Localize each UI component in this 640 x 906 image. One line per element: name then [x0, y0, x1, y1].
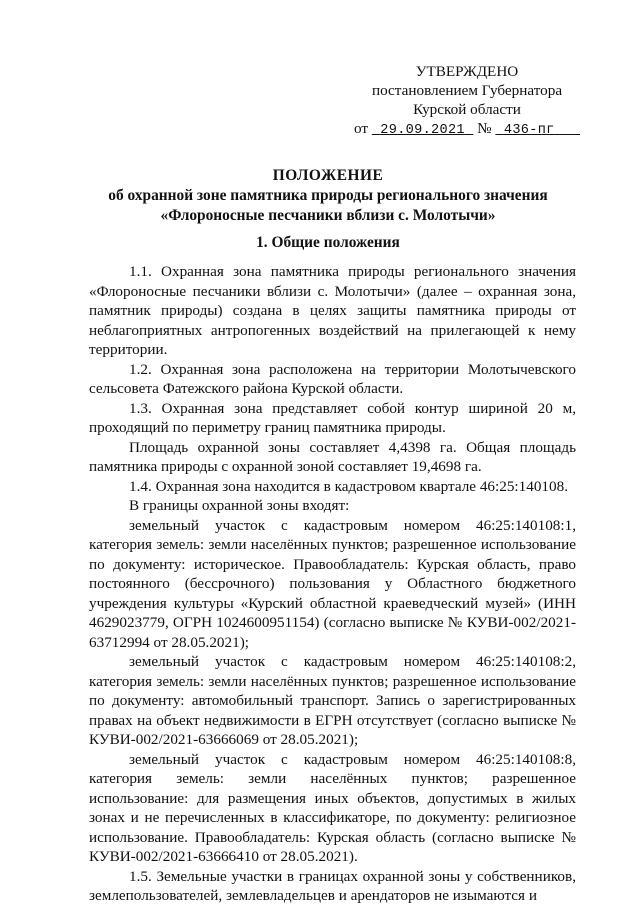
approval-date: 29.09.2021 — [380, 123, 465, 138]
paragraph: 1.3. Охранная зона представляет собой контур шириной 20 м, проходящий по периметру границ памятника природы. — [89, 399, 576, 436]
approval-status: УТВЕРЖДЕНО — [415, 63, 519, 80]
paragraph: земельный участок с кадастровым номером 46:25:140108:2, категория земель: земли населённых пунктов; разрешенное использование по документу: автомобильный транспорт. Запись о зарегистрированных правах на объект недвижимости в ЕГРН отсутствует (согласно выписке № КУВИ-002/2021-63666069 от 28.05.2021); — [89, 653, 576, 748]
paragraph: 1.2. Охранная зона расположена на территории Молотычевского сельсовета Фатежского района Курской области. — [89, 360, 576, 397]
section-heading: 1. Общие положения — [256, 234, 400, 251]
approval-date-number — [352, 119, 582, 140]
paragraph: 1.4. Охранная зона находится в кадастровом квартале 46:25:140108. — [129, 477, 568, 495]
paragraph: 1.1. Охранная зона памятника природы регионального значения «Флороносные песчаники вблизи с. Молотычи» (далее – охранная зона, памятник природы) создана в целях защиты памятника природы от неблагоприятных антропогенных воздействий на прилегающей к нему территории. — [89, 263, 576, 358]
number-prefix: № — [477, 120, 492, 137]
approval-number: 436-пг — [503, 123, 555, 138]
approval-line-region: Курской области — [413, 101, 521, 118]
paragraph: Площадь охранной зоны составляет 4,4398 га. Общая площадь памятника природы с охранной зоной составляет 19,4698 га. — [89, 438, 576, 475]
document-title-block — [80, 166, 576, 226]
paragraph: земельный участок с кадастровым номером 46:25:140108:8, категория земель: земли населённых пунктов; разрешенное использование: для размещения иных объектов, допустимых в жилых зонах и не перечисленных в классификаторе, по документу: религиозное использование. Правообладатель: Курская область (согласно выписке № КУВИ-002/2021-63666410 от 28.05.2021). — [89, 750, 576, 865]
paragraph: 1.5. Земельные участки в границах охранной зоны у собственников, землепользователей, землевладельцев и арендаторов не изымаются и — [89, 867, 576, 904]
date-prefix: от — [353, 120, 369, 137]
approval-stamp — [352, 62, 582, 140]
document-subtitle-line-1: об охранной зоне памятника природы регионального значения — [108, 187, 548, 204]
document-subtitle-line-2: «Флороносные песчаники вблизи с. Молотычи» — [160, 207, 496, 224]
section-body — [89, 262, 576, 906]
document-title: ПОЛОЖЕНИЕ — [272, 167, 384, 184]
approval-line-decree: постановлением Губернатора — [371, 82, 563, 99]
paragraph: В границы охранной зоны входят: — [129, 497, 350, 514]
paragraph: земельный участок с кадастровым номером 46:25:140108:1, категория земель: земли населённых пунктов; разрешенное использование по документу: историческое. Правообладатель: Курская область, право постоянного (бессрочного) пользования у Областного бюджетного учреждения культуры «Курский областной краеведческий музей» (ИНН 4629023779, ОГРН 1024600951154) (согласно выписке № КУВИ-002/2021-63712994 от 28.05.2021); — [89, 516, 576, 651]
